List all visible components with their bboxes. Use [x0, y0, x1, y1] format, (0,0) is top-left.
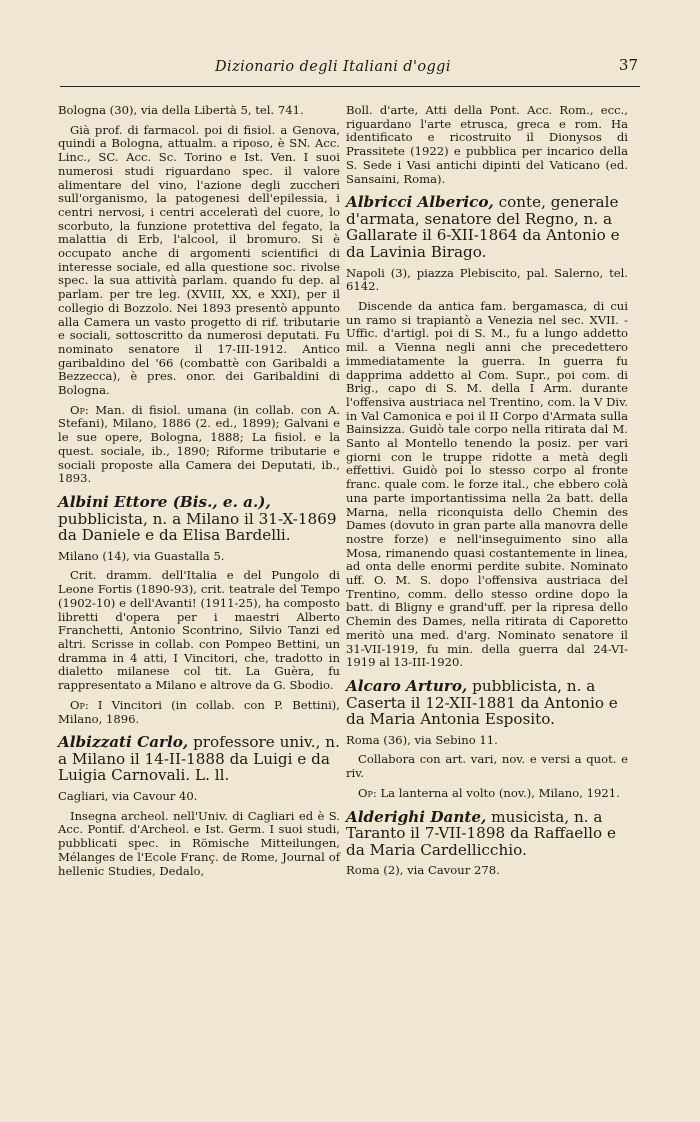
entry-biography: Crit. dramm. dell'Italia e del Pungolo di Leone Fortis (1890-93), crit. teatrale del Tempo (1902-10) e dell'Avanti! (1911-25), ha composto libretti d'opera per i maestri Alberto Franchetti, Antonio Scontrino, Silvio Tanzi ed altri. Scrisse in collab. con Pompeo Bettini, un dramma in 4 atti, I Vincitori, che, tradotto in dialetto milanese col tit. La Guèra, fu rappresentato a Milano e altrove da G. Sbodio. — [58, 568, 340, 693]
entry-works — [58, 404, 340, 486]
works-label: Op: — [70, 697, 89, 712]
running-title: Dizionario degli Italiani d'oggi — [215, 59, 451, 75]
entry-address: Roma (36), via Sebino 11. — [346, 732, 498, 747]
entry-biography-continued: Boll. d'arte, Atti della Pont. Acc. Rom., ecc., riguardano l'arte etrusca, greca e rom. Ha identificato e ricostruito il Dionysos di Prassitete (1922) e pubblica per incarico della S. Sede i Vasi antichi dipinti del Vaticano (ed. Sansaini, Roma). — [346, 103, 628, 186]
entry-intro: pubblicista, n. a Milano il 31-X-1869 da Daniele e da Elisa Bardelli. — [58, 509, 337, 545]
entry-heading — [346, 678, 628, 728]
entry-name: Albricci Alberico, — [346, 193, 494, 212]
entry-intro: conte, generale d'armata, senatore del Regno, n. a Gallarate il 6-XII-1864 da Antonio e da Lavinia Birago. — [346, 193, 620, 261]
entry-address: Cagliari, via Cavour 40. — [58, 788, 198, 803]
entry-works — [58, 699, 340, 726]
entry-works — [346, 787, 628, 801]
entry-name: Alcaro Arturo, — [346, 676, 468, 695]
entry-heading — [58, 494, 340, 544]
works-text: La lanterna al volto (nov.), Milano, 1921. — [380, 785, 620, 800]
entry-intro: professore univ., n. a Milano il 14-II-1888 da Luigi e da Luigia Carnovali. L. ll. — [58, 733, 340, 785]
entry-biography: Collabora con art. vari, nov. e versi a quot. e riv. — [346, 752, 628, 781]
entry-heading — [346, 809, 628, 859]
entry-biography: Già prof. di farmacol. poi di fisiol. a Genova, quindi a Bologna, attualm. a riposo, è SN. Acc. Linc., SC. Acc. Sc. Torino e Ist. Ven. I suoi numerosi studi riguardano spec. il valore alimentare del vino, l'azione degli zuccheri sull'organismo, la patogenesi dell'epilessia, i centri nervosi, i centri acceleratì del cuore, lo scorbuto, la funzione protettiva del fegato, la malattia di Erb, l'alcool, il bromuro. Si è occupato anche di argomenti scientifici di interesse sociale, ed alla questione soc. rivolse spec. la sua attività parlam. quando fu dep. al parlam. per tre leg. (XVIII, XX, e XXI), per il collegio di Bozzolo. Nei 1893 presentò appunto alla Camera un vasto progetto di rif. tributarie e sociali, sottoscritto da numerosi deputati. Fu nominato senatore il 17-III-1912. Antico garibaldino del '66 (combattè con Garibaldi a Bezzecca), è pres. onor. dei Garibaldini di Bologna. — [58, 122, 340, 398]
left-column — [58, 104, 340, 884]
entry-address: Roma (2), via Cavour 278. — [346, 863, 500, 878]
works-text: Man. di fisiol. umana (in collab. con A. Stefani), Milano, 1886 (2. ed., 1899); Galvani e le sue opere, Bologna, 1888; La fisiol. e la quest. sociale, ib., 1890; Riforme tributarie e sociali proposte alla Camera dei Deputati, ib., 1893. — [58, 402, 341, 486]
right-column — [346, 104, 628, 884]
entry-address: Bologna (30), via della Libertà 5, tel. 741. — [58, 103, 304, 117]
page-header — [60, 56, 640, 87]
entry-heading — [58, 734, 340, 784]
entry-name: Albini Ettore (Bis., e. a.), — [58, 492, 271, 511]
entry-intro: musicista, n. a Taranto il 7-VII-1898 da Raffaello e da Maria Cardellicchio. — [346, 807, 616, 859]
entry-biography: Insegna archeol. nell'Univ. di Cagliari ed è S. Acc. Pontif. d'Archeol. e Ist. Germ. I suoi studi, pubblicati spec. in Römische Mitteilungen, Mélanges de l'Ecole Franç. de Rome, Journal of hellenic Studies, Dedalo, — [58, 808, 340, 878]
entry-name: Albizzati Carlo, — [58, 733, 189, 752]
entry-biography: Discende da antica fam. bergamasca, di cui un ramo si trapiantò a Venezia nel sec. XVII. - Uffic. d'artigl. poi di S. M., fu a lungo addetto mil. a Vienna negli anni che precedettero immediatamente la guerra. In guerra fu dapprima addetto al Com. Supr., poi com. di Brig., capo di S. M. della I Arm. durante l'offensiva austriaca nel Trentino, com. la V Div. in Val Camonica e poi il II Corpo d'Armata sulla Bainsizza. Guidò tale corpo nella ritirata dal M. Santo al Montello tenendo la posiz. per vari giorni con le truppe ridotte a metà degli effettivi. Guidò poi lo stesso corpo al fronte franc. quale com. le forze ital., che ebbero colà una parte importantissima nella 2a batt. della Marna, nella riconquista dello Chemin des Dames (dovuto in gran parte alla manovra delle nostre forze) e nell'inseguimento sino alla Mosa, rimanendo quasi costantemente in linea, ad onta delle enormi perdite subite. Nominato uff. O. M. S. dopo l'offensiva austriaca del Trentino, comm. dello stesso ordine dopo la batt. di Bligny e grand'uff. per la ripresa dello Chemin des Dames, nella ritirata di Caporetto meritò una med. d'arg. Nominato senatore il 31-VII-1919, fu min. della guerra dal 24-VI-1919 al 13-III-1920. — [346, 299, 628, 670]
page-number: 37 — [618, 56, 638, 74]
works-text: I Vincitori (in collab. con P. Bettini), Milano, 1896. — [58, 697, 340, 726]
entry-intro: pubblicista, n. a Caserta il 12-XII-1881 da Antonio e da Maria Antonia Esposito. — [346, 676, 618, 729]
works-label: Op: — [70, 402, 89, 417]
entry-heading — [346, 194, 628, 260]
entry-name: Alderighi Dante, — [346, 807, 487, 826]
works-label: Op: — [358, 785, 377, 800]
entry-address: Napoli (3), piazza Plebiscito, pal. Salerno, tel. 6142. — [346, 265, 628, 294]
entry-address: Milano (14), via Guastalla 5. — [58, 548, 225, 563]
